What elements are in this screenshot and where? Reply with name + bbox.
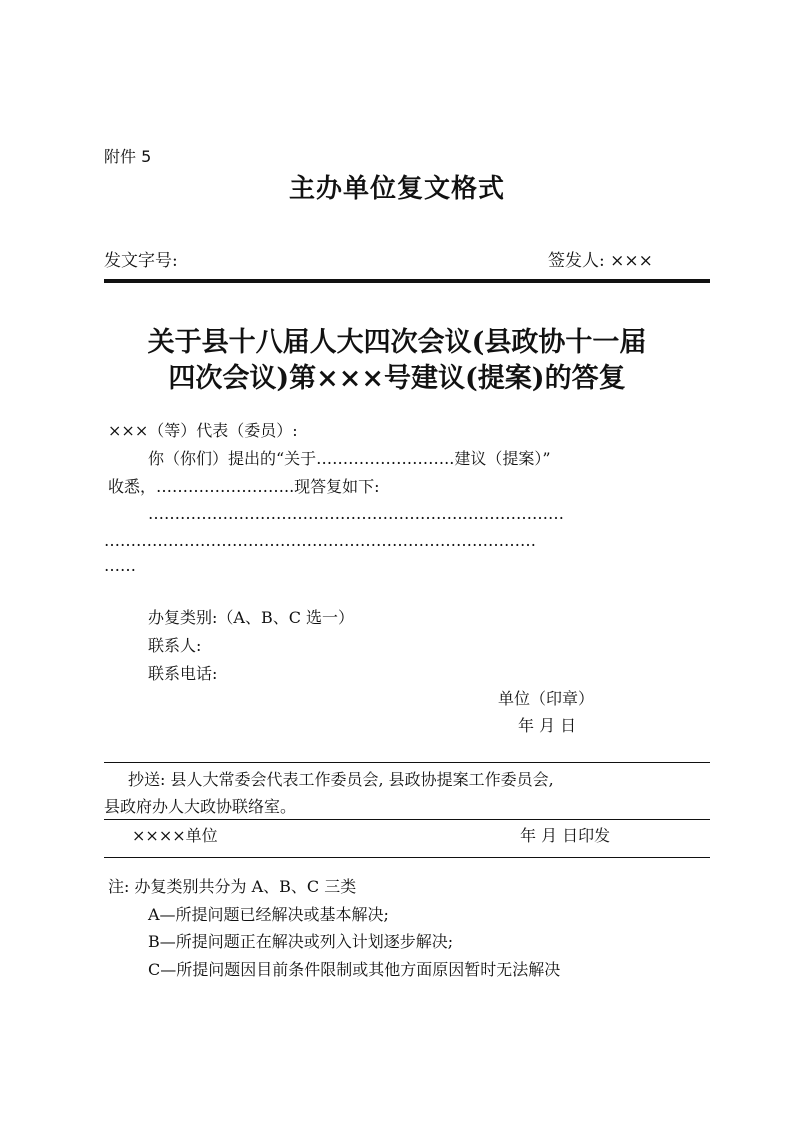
print-bottom-rule: [104, 857, 710, 858]
body-dots-line3: ……: [104, 556, 136, 575]
attachment-label: 附件 5: [104, 147, 152, 166]
contact-phone: 联系电话:: [148, 664, 218, 683]
salutation: ×××（等）代表（委员）:: [108, 421, 298, 440]
cc-line2: 县政府办人大政协联络室。: [104, 797, 297, 816]
header-divider: [104, 279, 710, 283]
format-title: 主办单位复文格式: [288, 174, 505, 204]
cc-line1: 抄送: 县人大常委会代表工作委员会, 县政协提案工作委员会,: [128, 770, 554, 789]
reply-title-line2: 四次会议)第×××号建议(提案)的答复: [168, 363, 626, 394]
contact-person: 联系人:: [148, 636, 202, 655]
note-line3: B—所提问题正在解决或列入计划逐步解决;: [148, 932, 454, 951]
note-line2: A—所提问题已经解决或基本解决;: [148, 905, 389, 924]
cc-bottom-rule: [104, 819, 710, 820]
reply-title-line1: 关于县十八届人大四次会议(县政协十一届: [147, 327, 647, 358]
body-dots-line1: ……………………………………………………………………: [148, 504, 564, 523]
reply-category: 办复类别:（A、B、C 选一）: [148, 608, 355, 627]
note-line1: 注: 办复类别共分为 A、B、C 三类: [108, 877, 357, 896]
body-dots-line2: ………………………………………………………………………: [104, 531, 536, 550]
cc-top-rule: [104, 762, 710, 763]
body-paragraph-line2: 收悉，……………………..现答复如下:: [108, 477, 380, 496]
print-date: 年 月 日印发: [520, 826, 611, 845]
note-line4: C—所提问题因目前条件限制或其他方面原因暂时无法解决: [148, 960, 561, 979]
reply-date: 年 月 日: [518, 716, 577, 735]
print-unit: ××××单位: [132, 826, 218, 845]
unit-seal: 单位（印章）: [498, 689, 595, 708]
doc-number-label: 发文字号:: [104, 251, 178, 271]
signer-label: 签发人: ×××: [548, 251, 653, 271]
body-paragraph-line1: 你（你们）提出的“关于……………………..建议（提案）”: [148, 449, 551, 468]
